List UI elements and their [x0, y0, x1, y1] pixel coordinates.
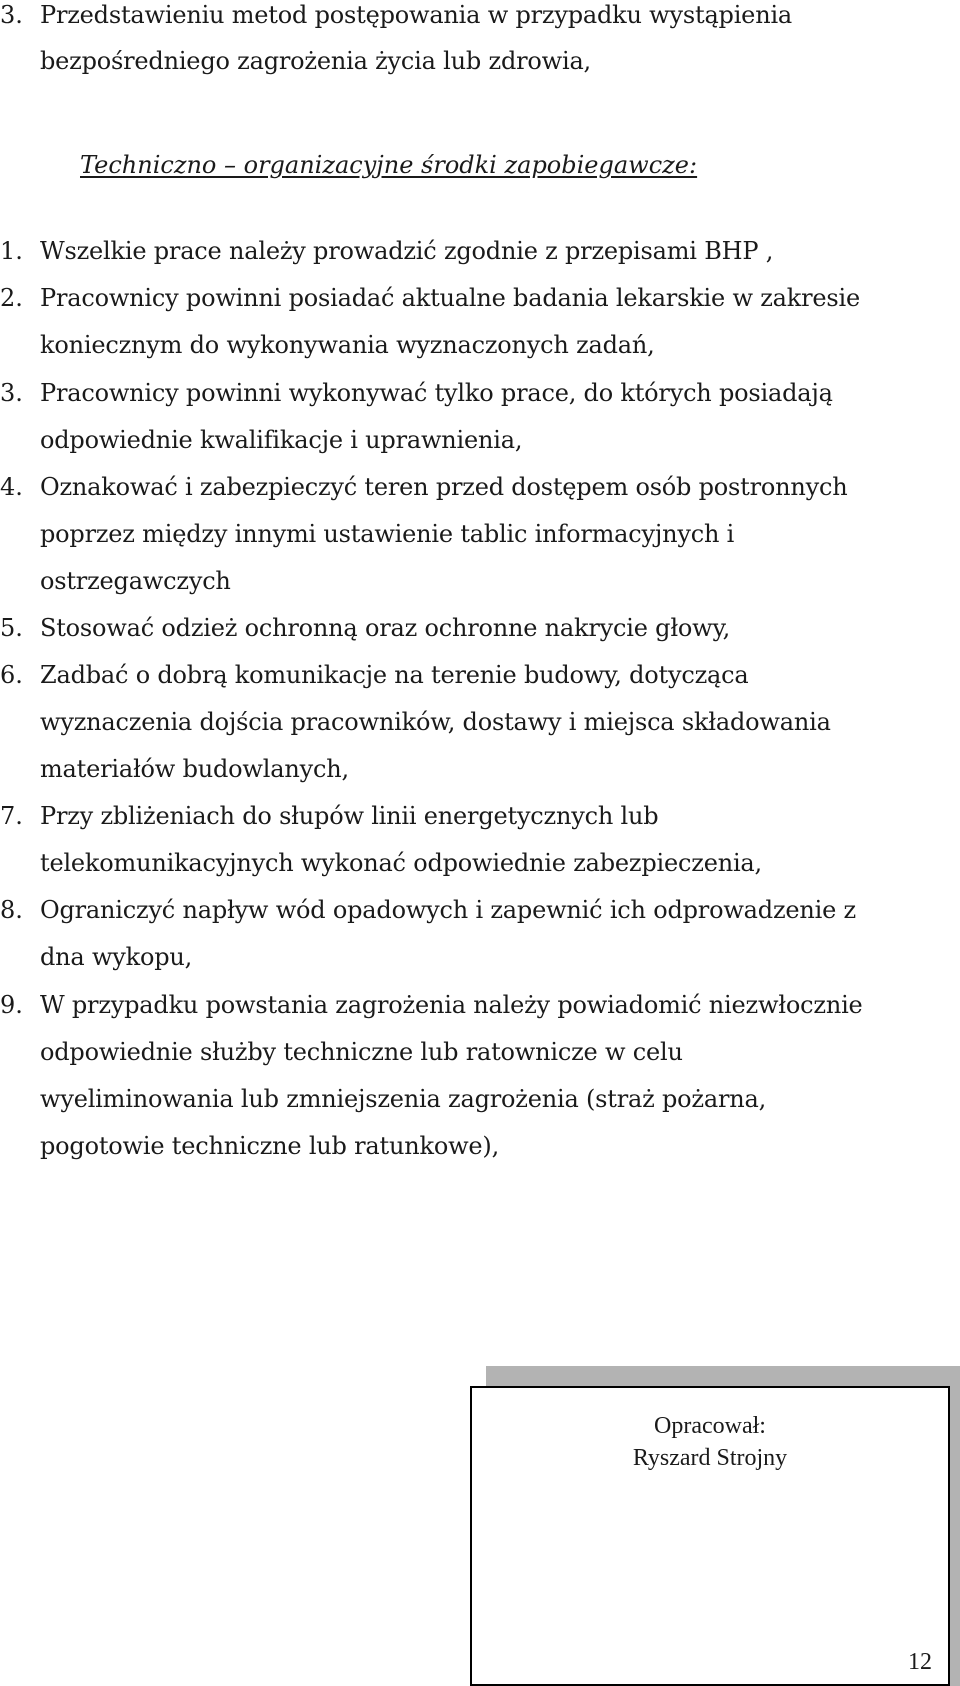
item-text-line: ostrzegawczych: [40, 567, 231, 595]
item-number: 8.: [0, 896, 23, 924]
item-text-line: odpowiednie kwalifikacje i uprawnienia,: [40, 426, 523, 454]
signature-box: [470, 1386, 950, 1686]
item-text-line: odpowiednie służby techniczne lub ratownicze w celu: [40, 1038, 683, 1066]
item-number: 4.: [0, 473, 23, 501]
item-number: 3.: [0, 379, 23, 407]
item-number: 3.: [0, 1, 23, 29]
item-text-line: poprzez między innymi ustawienie tablic informacyjnych i: [40, 520, 735, 548]
item-text-line: Przedstawieniu metod postępowania w przypadku wystąpienia: [40, 1, 793, 29]
item-text-line: wyznaczenia dojścia pracowników, dostawy i miejsca składowania: [40, 708, 831, 736]
item-number: 9.: [0, 991, 23, 1019]
item-text-line: bezpośredniego zagrożenia życia lub zdrowia,: [40, 47, 591, 75]
item-text-line: Oznakować i zabezpieczyć teren przed dostępem osób postronnych: [40, 473, 848, 501]
item-text-line: wyeliminowania lub zmniejszenia zagrożenia (straż pożarna,: [40, 1085, 767, 1113]
page-number: 12: [908, 1649, 932, 1675]
item-text-line: Pracownicy powinni posiadać aktualne badania lekarskie w zakresie: [40, 284, 860, 312]
item-text-line: Ograniczyć napływ wód opadowych i zapewnić ich odprowadzenie z: [40, 896, 856, 924]
item-text-line: telekomunikacyjnych wykonać odpowiednie zabezpieczenia,: [40, 849, 762, 877]
item-number: 2.: [0, 284, 23, 312]
item-number: 5.: [0, 614, 23, 642]
item-text-line: materiałów budowlanych,: [40, 755, 349, 783]
section-heading: Techniczno – organizacyjne środki zapobiegawcze:: [80, 151, 698, 179]
item-text-line: W przypadku powstania zagrożenia należy powiadomić niezwłocznie: [40, 991, 863, 1019]
item-number: 7.: [0, 802, 23, 830]
item-text-line: dna wykopu,: [40, 943, 193, 971]
signature-label: Opracował:: [654, 1413, 766, 1439]
item-text-line: Pracownicy powinni wykonywać tylko prace, do których posiadają: [40, 379, 833, 407]
item-text-line: Wszelkie prace należy prowadzić zgodnie z przepisami BHP ,: [40, 237, 774, 265]
item-number: 6.: [0, 661, 23, 689]
item-text-line: koniecznym do wykonywania wyznaczonych zadań,: [40, 331, 655, 359]
item-text-line: pogotowie techniczne lub ratunkowe),: [40, 1132, 500, 1160]
signature-name: Ryszard Strojny: [632, 1445, 788, 1471]
item-text-line: Zadbać o dobrą komunikacje na terenie budowy, dotycząca: [40, 661, 749, 689]
item-text-line: Przy zbliżeniach do słupów linii energetycznych lub: [40, 802, 659, 830]
item-text-line: Stosować odzież ochronną oraz ochronne nakrycie głowy,: [40, 614, 731, 642]
item-number: 1.: [0, 237, 23, 265]
